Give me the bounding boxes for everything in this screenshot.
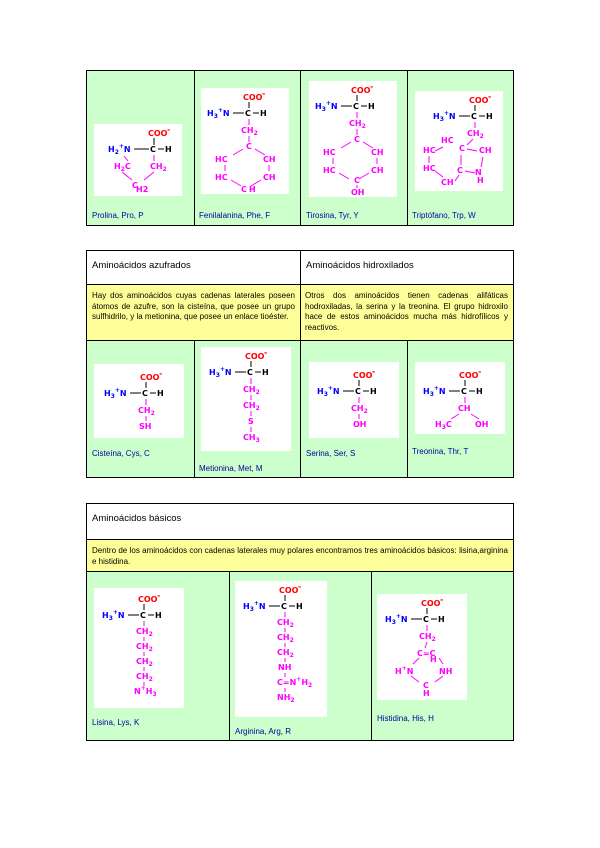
svg-text:H3+N: $H_3^+N$ — [243, 600, 266, 613]
svg-text:CH2: $CH_2$ — [467, 129, 484, 140]
svg-text:NH: NH — [439, 667, 453, 676]
sulfur-header: Aminoácidos azufrados — [92, 260, 191, 271]
phenylalanine-structure — [201, 88, 289, 194]
svg-text:H2C: $H_2C$ — [114, 162, 131, 173]
svg-text:COO: COO — [245, 352, 265, 361]
svg-text:CH2: $CH_2$ — [243, 385, 260, 396]
threonine-structure — [415, 362, 505, 434]
svg-text:HC: HC — [215, 155, 228, 164]
svg-text:C: C — [354, 135, 360, 144]
svg-text:C: C — [423, 615, 429, 624]
basic-table — [86, 503, 514, 741]
svg-text:C: C — [459, 144, 465, 153]
svg-text:-: - — [264, 348, 268, 357]
svg-text:H3+N: $H_3^+N$ — [102, 609, 125, 622]
tryptophan-structure — [415, 91, 503, 191]
tryptophan-caption: Triptófano, Trp, W — [412, 211, 476, 220]
cysteine-caption: Cisteína, Cys, C — [92, 449, 150, 458]
svg-text:CH2: $CH_2$ — [136, 627, 153, 638]
svg-text:-: - — [488, 92, 492, 101]
svg-text:COO: COO — [459, 371, 479, 380]
svg-text:COO: COO — [421, 599, 441, 608]
svg-text:CH3: $CH_3$ — [243, 433, 260, 444]
svg-text:H3+N: $H_3^+N$ — [433, 110, 456, 123]
svg-text:C: C — [457, 166, 463, 175]
svg-text:H: H — [157, 389, 164, 398]
svg-text:-: - — [478, 367, 482, 376]
methionine-caption: Metionina, Met, M — [199, 464, 263, 473]
svg-text:-: - — [440, 595, 444, 604]
svg-text:C=N+H2: $C=N^+H_2$ — [277, 676, 313, 689]
svg-text:C: C — [281, 602, 287, 611]
svg-text:CH2: $CH_2$ — [349, 119, 366, 130]
svg-text:H: H — [477, 176, 484, 185]
svg-text:HC: HC — [423, 146, 436, 155]
svg-text:COO: COO — [469, 96, 489, 105]
cysteine-structure — [94, 364, 184, 438]
svg-text:H+N: H+N — [395, 665, 414, 676]
svg-text:C: C — [241, 185, 247, 194]
svg-text:CH: CH — [458, 404, 471, 413]
arginine-structure — [235, 581, 327, 717]
hydroxyl-description: Otros dos aminoácidos tienen cadenas alifáticas hodroxiladas, la serina y la treonina. El grupo hidroxilo hace de estos aminoácidos mucha más hidrofílicos y reactivos. — [300, 285, 513, 341]
svg-text:COO: COO — [351, 86, 371, 95]
svg-text:HC: HC — [323, 166, 336, 175]
svg-text:C: C — [245, 109, 251, 118]
svg-text:-: - — [262, 89, 266, 98]
svg-text:HC: HC — [323, 148, 336, 157]
phenylalanine-caption: Fenilalanina, Phe, F — [199, 211, 271, 220]
svg-text:HC: HC — [215, 173, 228, 182]
sulfur-hydroxyl-table — [86, 250, 514, 478]
svg-text:C: C — [150, 145, 156, 154]
svg-text:CH2: $CH_2$ — [241, 126, 258, 137]
svg-text:H: H — [486, 112, 493, 121]
svg-text:COO: COO — [243, 93, 263, 102]
svg-text:-: - — [157, 591, 161, 600]
svg-text:H: H — [260, 109, 267, 118]
svg-text:COO: COO — [140, 373, 160, 382]
tyrosine-structure — [309, 81, 397, 197]
serine-structure — [309, 362, 399, 438]
svg-text:CH: CH — [479, 146, 492, 155]
svg-text:-: - — [370, 82, 374, 91]
histidine-caption: Histidina, His, H — [377, 714, 434, 723]
svg-text:H3+N: $H_3^+N$ — [385, 613, 408, 626]
svg-text:CH2: $CH_2$ — [277, 648, 294, 659]
svg-text:-: - — [159, 369, 163, 378]
proline-caption: Prolina, Pro, P — [92, 211, 144, 220]
svg-text:COO: COO — [353, 371, 373, 380]
histidine-structure — [377, 594, 467, 700]
svg-text:CH: CH — [263, 173, 276, 182]
svg-text:OH: OH — [353, 420, 367, 429]
svg-text:-: - — [372, 367, 376, 376]
svg-text:NH2: $NH_2$ — [277, 693, 295, 704]
lysine-structure — [94, 588, 184, 708]
serine-caption: Serina, Ser, S — [306, 449, 356, 458]
svg-text:H: H — [249, 185, 256, 194]
svg-text:H: H — [476, 387, 483, 396]
svg-text:H: H — [430, 655, 437, 664]
svg-text:H3+N: $H_3^+N$ — [207, 107, 230, 120]
svg-text:NH: NH — [278, 663, 292, 672]
aromatic-table — [86, 70, 514, 226]
svg-text:C: C — [354, 176, 360, 185]
svg-text:H3C: $H_3C$ — [435, 420, 452, 431]
svg-text:C: C — [140, 611, 146, 620]
svg-text:C: C — [247, 368, 253, 377]
basic-description: Dentro de los aminoácidos con cadenas laterales muy polares encontramos tres aminoácidos básicos: lisina,arginina e histidina. — [87, 540, 513, 572]
svg-text:CH: CH — [371, 166, 384, 175]
sulfur-description: Hay dos aminoácidos cuyas cadenas laterales poseen átomos de azufre, son la cisteína, que posee un grupo sulfhidrilo, y la metionina, que posee un enlace tioéster. — [87, 285, 300, 341]
svg-text:C: C — [423, 681, 429, 690]
svg-text:-: - — [298, 582, 302, 591]
svg-text:H: H — [368, 102, 375, 111]
svg-text:COO: COO — [279, 586, 299, 595]
svg-text:SH: SH — [139, 422, 152, 431]
svg-text:C: C — [142, 389, 148, 398]
svg-text:CH2: $CH_2$ — [351, 404, 368, 415]
svg-text:CH2: $CH_2$ — [277, 618, 294, 629]
svg-text:CH2: $CH_2$ — [138, 406, 155, 417]
svg-text:CH2: $CH_2$ — [277, 633, 294, 644]
svg-text:H3+N: $H_3^+N$ — [423, 385, 446, 398]
svg-text:COO: COO — [138, 595, 158, 604]
svg-text:OH: OH — [475, 420, 489, 429]
basic-header: Aminoácidos básicos — [87, 504, 513, 540]
svg-text:H: H — [438, 615, 445, 624]
svg-text:C: C — [355, 387, 361, 396]
svg-text:CH2: $CH_2$ — [136, 657, 153, 668]
lysine-caption: Lisina, Lys, K — [92, 718, 140, 727]
svg-text:HC: HC — [423, 164, 436, 173]
svg-text:H: H — [262, 368, 269, 377]
svg-text:C=C: C=C — [417, 649, 436, 658]
svg-text:N+H3: $N^+H_3$ — [134, 685, 157, 698]
arginine-caption: Arginina, Arg, R — [235, 727, 292, 736]
svg-text:CH2: $CH_2$ — [419, 632, 436, 643]
svg-text:CH2: $CH_2$ — [150, 162, 167, 173]
svg-text:N: N — [475, 168, 482, 177]
svg-text:C: C — [353, 102, 359, 111]
svg-text:C: C — [471, 112, 477, 121]
svg-text:C: C — [461, 387, 467, 396]
svg-text:H2: H2 — [136, 185, 149, 194]
svg-text:H3+N: $H_3^+N$ — [317, 385, 340, 398]
svg-text:CH2: $CH_2$ — [243, 401, 260, 412]
svg-text:H2+N: $H_2^+N$ — [108, 143, 131, 156]
svg-text:CH: CH — [441, 178, 454, 187]
proline-structure — [94, 124, 182, 196]
svg-text:H: H — [155, 611, 162, 620]
svg-text:H: H — [423, 689, 430, 698]
svg-text:C: C — [132, 181, 138, 190]
svg-text:HC: HC — [441, 136, 454, 145]
svg-text:OH: OH — [351, 188, 365, 197]
svg-text:H3+N: $H_3^+N$ — [315, 100, 338, 113]
svg-text:-: - — [167, 125, 171, 134]
hydroxyl-header: Aminoácidos hidroxilados — [306, 260, 414, 271]
svg-text:H3+N: $H_3^+N$ — [104, 387, 127, 400]
methionine-structure — [201, 347, 291, 451]
svg-text:CH: CH — [263, 155, 276, 164]
svg-text:CH2: $CH_2$ — [136, 642, 153, 653]
svg-text:C: C — [246, 142, 252, 151]
svg-text:CH: CH — [371, 148, 384, 157]
svg-text:CH2: $CH_2$ — [136, 672, 153, 683]
svg-text:H3+N: $H_3^+N$ — [209, 366, 232, 379]
svg-text:H: H — [296, 602, 303, 611]
svg-text:H: H — [370, 387, 377, 396]
svg-text:H: H — [165, 145, 172, 154]
svg-text:COO: COO — [148, 129, 168, 138]
svg-text:S: S — [248, 417, 254, 426]
tyrosine-caption: Tirosina, Tyr, Y — [306, 211, 359, 220]
threonine-caption: Treonina, Thr, T — [412, 447, 469, 456]
